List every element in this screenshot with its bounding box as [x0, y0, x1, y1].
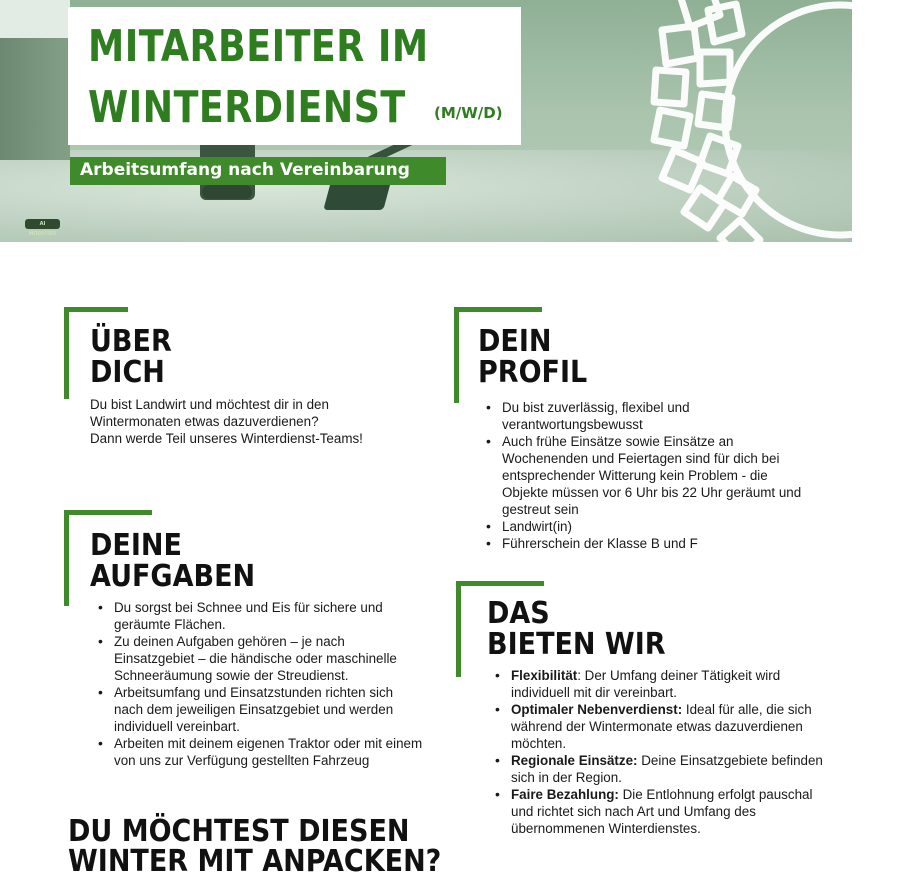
gender-suffix: (M/W/D) [434, 104, 503, 122]
benefit-text: : Der Umfang deiner Tätigkeit wird individuell mit dir vereinbart. [511, 668, 781, 700]
section-title-line2: PROFIL [478, 355, 588, 390]
section-bracket [456, 581, 544, 586]
subtitle-banner [70, 157, 446, 185]
section-text [90, 396, 410, 447]
list-item: • Auch frühe Einsätze sowie Einsätze an Wochenenden und Feiertagen sind für dich bei entsprechender Witterung kein Problem - die Objekte müssen vor 6 Uhr bis 22 Uhr geräumt und gestreut sein [478, 433, 813, 518]
list-item: • Arbeiten mit deinem eigenen Traktor oder mit einem von uns zur Verfügung gestellten Fahrzeug [90, 735, 425, 769]
title-box [68, 7, 521, 145]
section-title [90, 530, 255, 592]
ai-modified-badge: AI MODIFIED [25, 219, 60, 229]
section-bracket [64, 510, 152, 515]
list-item: • Landwirt(in) [478, 518, 813, 535]
list-item [487, 701, 832, 752]
list-item: • Führerschein der Klasse B und F [478, 535, 813, 552]
section-title-line1: DAS [487, 596, 550, 631]
text-line: Du bist Landwirt und möchtest dir in den [90, 397, 329, 412]
section-title-line1: ÜBER [90, 324, 172, 359]
section-title [478, 326, 587, 388]
tire-track-icon [640, 0, 900, 270]
section-bracket [64, 510, 69, 606]
list-item: • Du sorgst bei Schnee und Eis für sichere und geräumte Flächen. [90, 599, 425, 633]
section-title [90, 326, 172, 388]
text-line: Dann werde Teil unseres Winterdienst-Teams! [90, 431, 363, 446]
section-title-line1: DEINE [90, 528, 182, 563]
section-title-line2: BIETEN WIR [487, 627, 666, 662]
cta-title-line2: WINTER MIT ANPACKEN? [68, 844, 442, 879]
list-item: • Arbeitsumfang und Einsatzstunden richten sich nach dem jeweiligen Einsatzgebiet und werden individuell vereinbart. [90, 684, 425, 735]
page-title-line1: MITARBEITER IM [88, 21, 429, 72]
hero-banner [0, 0, 852, 242]
benefit-text: Die Entlohnung erfolgt pauschal und richtet sich nach Art und Umfang des übernommenen Winterdienstes. [511, 787, 813, 836]
list-item [487, 786, 832, 837]
list-item [487, 752, 832, 786]
benefit-label: Flexibilität [511, 668, 578, 683]
cta-title-line2-wrap [68, 844, 448, 879]
benefit-text: Ideal für alle, die sich während der Wintermonate etwas dazuverdienen möchten. [511, 702, 812, 751]
list-item [487, 667, 832, 701]
page-title-line2: WINTERDIENST [88, 82, 406, 133]
text-line: Wintermonaten etwas dazuverdienen? [90, 414, 319, 429]
section-bracket [456, 581, 461, 677]
subtitle-text: Arbeitsumfang nach Vereinbarung [80, 160, 410, 180]
section-bracket [64, 307, 69, 399]
list-item: • Zu deinen Aufgaben gehören – je nach Einsatzgebiet – die händische oder maschinelle Schneeräumung sowie der Streudienst. [90, 633, 425, 684]
list-item: • Du bist zuverlässig, flexibel und verantwortungsbewusst [478, 399, 813, 433]
section-bracket [454, 307, 459, 403]
cta-title-line1: DU MÖCHTEST DIESEN [68, 814, 410, 849]
benefit-label: Optimaler Nebenverdienst: [511, 702, 683, 717]
benefit-label: Faire Bezahlung: [511, 787, 619, 802]
benefit-label: Regionale Einsätze: [511, 753, 638, 768]
section-title [487, 598, 666, 660]
benefit-text: Deine Einsatzgebiete befinden sich in der Region. [511, 753, 823, 785]
profile-list [478, 399, 813, 552]
benefits-list [487, 667, 832, 837]
section-bracket [64, 307, 128, 312]
section-bracket [454, 307, 542, 312]
section-title-line1: DEIN [478, 324, 552, 359]
section-title-line2: AUFGABEN [90, 559, 256, 594]
section-title-line2: DICH [90, 355, 165, 390]
tasks-list [90, 599, 425, 769]
